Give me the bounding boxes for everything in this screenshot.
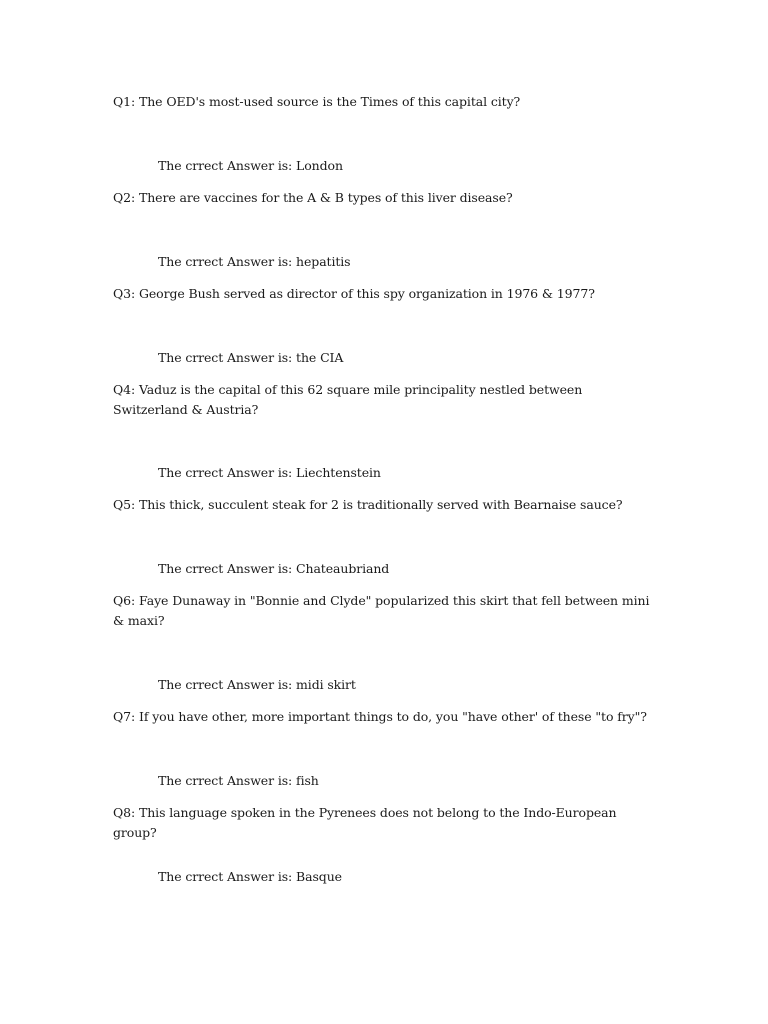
- question-1: Q1: The OED's most-used source is the Times of this capital city?: [113, 94, 521, 109]
- answer-4: The crrect Answer is: Liechtenstein: [158, 465, 381, 480]
- answer-6: The crrect Answer is: midi skirt: [158, 677, 356, 692]
- answer-2: The crrect Answer is: hepatitis: [158, 254, 351, 269]
- question-5: Q5: This thick, succulent steak for 2 is traditionally served with Bearnaise sauce?: [113, 497, 623, 512]
- question-7: Q7: If you have other, more important things to do, you "have other' of these "to fry"?: [113, 709, 647, 724]
- answer-1: The crrect Answer is: London: [158, 158, 343, 173]
- question-3: Q3: George Bush served as director of this spy organization in 1976 & 1977?: [113, 286, 595, 301]
- question-6: Q6: Faye Dunaway in "Bonnie and Clyde" popularized this skirt that fell between mini & maxi?: [113, 593, 650, 628]
- answer-3: The crrect Answer is: the CIA: [158, 350, 344, 365]
- answer-7: The crrect Answer is: fish: [158, 773, 319, 788]
- answer-5: The crrect Answer is: Chateaubriand: [158, 561, 390, 576]
- question-8: Q8: This language spoken in the Pyrenees does not belong to the Indo-European group?: [113, 805, 617, 840]
- question-2: Q2: There are vaccines for the A & B types of this liver disease?: [113, 190, 513, 205]
- question-4: Q4: Vaduz is the capital of this 62 square mile principality nestled between Switzerland & Austria?: [113, 382, 583, 417]
- answer-8: The crrect Answer is: Basque: [158, 869, 342, 884]
